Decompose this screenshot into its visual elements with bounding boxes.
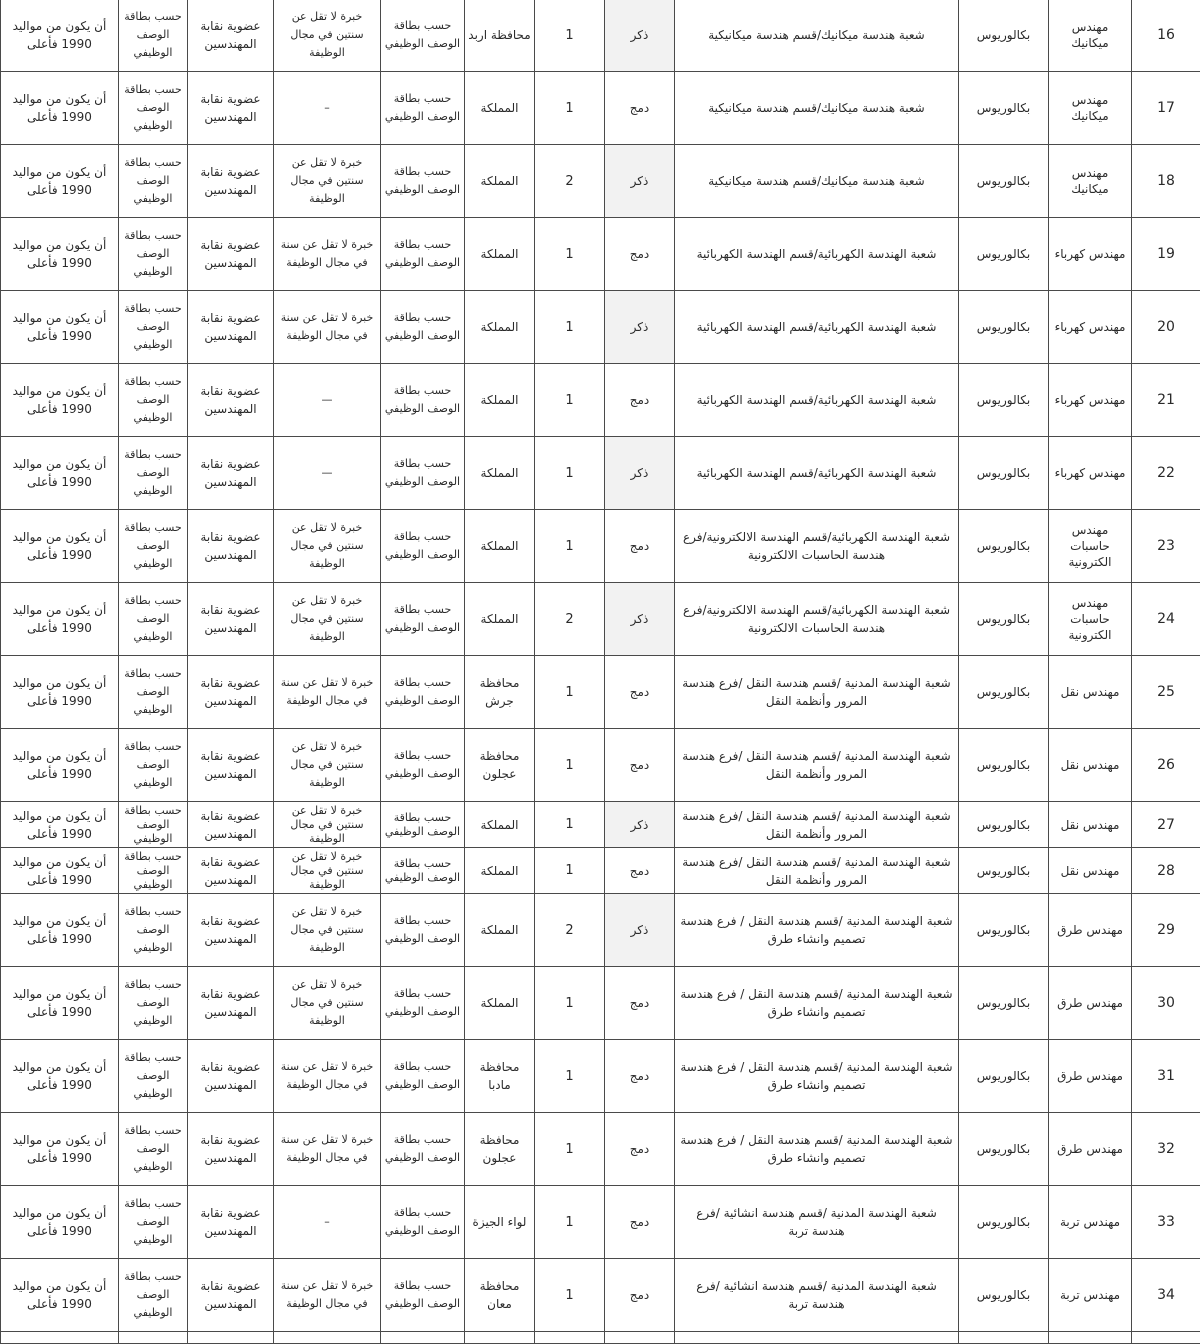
location-cell: محافظة عجلون — [465, 1113, 535, 1186]
count-cell: 1 — [535, 1040, 605, 1113]
count-cell: 1 — [535, 802, 605, 848]
membership-cell: عضوية نقابة المهندسين — [188, 802, 274, 848]
job-title-cell: مهندس كهرباء — [1049, 218, 1132, 291]
specialization-cell: شعبة الهندسة الكهربائية/قسم الهندسة الكهربائية — [675, 364, 959, 437]
qualification-cell: حسب بطاقة الوصف الوظيفي — [381, 583, 465, 656]
qualification-cell: حسب بطاقة الوصف الوظيفي — [381, 0, 465, 72]
sequence-number-cell: 32 — [1132, 1113, 1200, 1186]
experience-cell: — — [274, 437, 381, 510]
qualification-cell: حسب بطاقة الوصف الوظيفي — [381, 437, 465, 510]
sequence-number-cell: 27 — [1132, 802, 1200, 848]
table-row — [1, 510, 1200, 583]
experience-cell: خبرة لا تقل عن سنتين في مجال الوظيفة — [274, 0, 381, 72]
experience-cell: – — [274, 72, 381, 145]
specialization-cell: شعبة الهندسة المدنية /قسم هندسة النقل /فرع هندسة المرور وأنظمة النقل — [675, 656, 959, 729]
table-row — [1, 1259, 1200, 1332]
table-row — [1, 967, 1200, 1040]
qualification-cell: حسب بطاقة الوصف الوظيفي — [381, 848, 465, 894]
gender-cell: ذكر — [605, 145, 675, 218]
count-cell: 1 — [535, 72, 605, 145]
location-cell: محافظة جرش — [465, 656, 535, 729]
experience-cell: خبرة لا تقل عن سنتين في مجال الوظيفة — [274, 510, 381, 583]
age-cell: أن يكون من مواليد 1990 فأعلى — [1, 218, 119, 291]
age-cell: أن يكون من مواليد 1990 فأعلى — [1, 1040, 119, 1113]
skills-cell: حسب بطاقة الوصف الوظيفي — [119, 848, 188, 894]
qualification-cell: حسب بطاقة الوصف الوظيفي — [381, 656, 465, 729]
sequence-number-cell: 19 — [1132, 218, 1200, 291]
degree-cell: بكالوريوس — [959, 583, 1049, 656]
skills-cell: حسب بطاقة الوصف الوظيفي — [119, 291, 188, 364]
job-title-cell: مهندس حاسبات الكترونية — [1049, 583, 1132, 656]
age-cell: أن يكون من مواليد 1990 فأعلى — [1, 72, 119, 145]
table-body — [1, 0, 1200, 1344]
specialization-cell: شعبة هندسة ميكانيك/قسم هندسة ميكانيكية — [675, 72, 959, 145]
specialization-cell: شعبة الهندسة الكهربائية/قسم الهندسة الالكترونية/فرع هندسة الحاسبات الالكترونية — [675, 583, 959, 656]
membership-cell: عضوية نقابة المهندسين — [188, 218, 274, 291]
gender-cell: دمج — [605, 72, 675, 145]
count-cell: 2 — [535, 583, 605, 656]
job-title-cell: مهندس كهرباء — [1049, 437, 1132, 510]
qualification-cell: حسب بطاقة الوصف الوظيفي — [381, 802, 465, 848]
sequence-number-cell: 33 — [1132, 1186, 1200, 1259]
job-title-cell: مهندس طرق — [1049, 1040, 1132, 1113]
table-row — [1, 583, 1200, 656]
degree-cell: بكالوريوس — [959, 145, 1049, 218]
job-title-cell: مهندس طرق — [1049, 1113, 1132, 1186]
degree-cell: بكالوريوس — [959, 894, 1049, 967]
experience-cell: – — [274, 1186, 381, 1259]
experience-cell: خبرة لا تقل عن سنة في مجال الوظيفة — [274, 218, 381, 291]
skills-cell: حسب بطاقة الوصف الوظيفي — [119, 437, 188, 510]
job-title-cell: مهندس طرق — [1049, 894, 1132, 967]
table-row — [1, 656, 1200, 729]
table-row — [1, 1186, 1200, 1259]
specialization-cell: شعبة الهندسة المدنية /قسم هندسة انشائية /فرع هندسة تربة — [675, 1186, 959, 1259]
count-cell: 1 — [535, 510, 605, 583]
specialization-cell: شعبة الهندسة المدنية /قسم هندسة النقل /فرع هندسة المرور وأنظمة النقل — [675, 729, 959, 802]
membership-cell: عضوية نقابة المهندسين — [188, 1040, 274, 1113]
age-cell: أن يكون من مواليد 1990 فأعلى — [1, 967, 119, 1040]
job-title-cell: مهندس ميكانيك — [1049, 0, 1132, 72]
degree-cell: بكالوريوس — [959, 291, 1049, 364]
age-cell: أن يكون من مواليد 1990 فأعلى — [1, 656, 119, 729]
age-cell: أن يكون من مواليد 1990 فأعلى — [1, 291, 119, 364]
job-title-cell: مهندس كهرباء — [1049, 364, 1132, 437]
experience-cell: خبرة لا تقل عن سنتين في مجال الوظيفة — [274, 967, 381, 1040]
degree-cell: بكالوريوس — [959, 656, 1049, 729]
table-row — [1, 848, 1200, 894]
experience-cell: خبرة لا تقل عن سنة في مجال الوظيفة — [274, 656, 381, 729]
qualification-cell: حسب بطاقة الوصف الوظيفي — [381, 967, 465, 1040]
experience-cell: خبرة لا تقل عن سنة في مجال الوظيفة — [274, 1113, 381, 1186]
age-cell: أن يكون من مواليد 1990 فأعلى — [1, 364, 119, 437]
gender-cell: ذكر — [605, 437, 675, 510]
location-cell: المملكة — [465, 848, 535, 894]
table-row — [1, 729, 1200, 802]
job-title-cell: مهندس ميكانيك — [1049, 145, 1132, 218]
sequence-number-cell: 28 — [1132, 848, 1200, 894]
count-cell: 1 — [535, 364, 605, 437]
gender-cell: دمج — [605, 1186, 675, 1259]
membership-cell: عضوية نقابة المهندسين — [188, 967, 274, 1040]
gender-cell: دمج — [605, 1040, 675, 1113]
job-title-cell: مهندس تربة — [1049, 1186, 1132, 1259]
gender-cell: دمج — [605, 729, 675, 802]
membership-cell: عضوية نقابة المهندسين — [188, 1259, 274, 1332]
location-cell: المملكة — [465, 510, 535, 583]
table-row — [1, 72, 1200, 145]
membership-cell: عضوية نقابة المهندسين — [188, 145, 274, 218]
degree-cell: بكالوريوس — [959, 729, 1049, 802]
gender-cell: دمج — [605, 510, 675, 583]
specialization-cell: شعبة الهندسة الكهربائية/قسم الهندسة الالكترونية/فرع هندسة الحاسبات الالكترونية — [675, 510, 959, 583]
table-row — [1, 894, 1200, 967]
specialization-cell: شعبة الهندسة المدنية /قسم هندسة النقل /فرع هندسة المرور وأنظمة النقل — [675, 848, 959, 894]
qualification-cell: حسب بطاقة الوصف الوظيفي — [381, 894, 465, 967]
qualification-cell: حسب بطاقة الوصف الوظيفي — [381, 1259, 465, 1332]
gender-cell: دمج — [605, 364, 675, 437]
degree-cell: بكالوريوس — [959, 437, 1049, 510]
specialization-cell: شعبة الهندسة المدنية /قسم هندسة النقل / فرع هندسة تصميم وانشاء طرق — [675, 1040, 959, 1113]
location-cell: المملكة — [465, 894, 535, 967]
skills-cell: حسب بطاقة الوصف الوظيفي — [119, 510, 188, 583]
job-title-cell: مهندس نقل — [1049, 729, 1132, 802]
membership-cell: عضوية نقابة المهندسين — [188, 1186, 274, 1259]
job-title-cell: مهندس كهرباء — [1049, 291, 1132, 364]
skills-cell: حسب بطاقة الوصف الوظيفي — [119, 145, 188, 218]
location-cell: لواء الجيزة — [465, 1186, 535, 1259]
gender-cell: ذكر — [605, 802, 675, 848]
table-row — [1, 145, 1200, 218]
sequence-number-cell: 20 — [1132, 291, 1200, 364]
location-cell: محافظة معان — [465, 1259, 535, 1332]
sequence-number-cell: 25 — [1132, 656, 1200, 729]
table-row — [1, 802, 1200, 848]
specialization-cell: شعبة هندسة ميكانيك/قسم هندسة ميكانيكية — [675, 145, 959, 218]
skills-cell: حسب بطاقة الوصف الوظيفي — [119, 967, 188, 1040]
table-row — [1, 364, 1200, 437]
count-cell: 1 — [535, 967, 605, 1040]
degree-cell: بكالوريوس — [959, 1186, 1049, 1259]
location-cell: محافظة مادبا — [465, 1040, 535, 1113]
job-title-cell: مهندس حاسبات الكترونية — [1049, 510, 1132, 583]
age-cell: أن يكون من مواليد 1990 فأعلى — [1, 894, 119, 967]
gender-cell: دمج — [605, 656, 675, 729]
job-title-cell: مهندس تربة — [1049, 1259, 1132, 1332]
location-cell: محافظة عجلون — [465, 729, 535, 802]
experience-cell: خبرة لا تقل عن سنتين في مجال الوظيفة — [274, 583, 381, 656]
age-cell: أن يكون من مواليد 1990 فأعلى — [1, 0, 119, 72]
count-cell: 2 — [535, 894, 605, 967]
skills-cell: حسب بطاقة الوصف الوظيفي — [119, 72, 188, 145]
membership-cell: عضوية نقابة المهندسين — [188, 291, 274, 364]
specialization-cell: شعبة الهندسة الكهربائية/قسم الهندسة الكهربائية — [675, 437, 959, 510]
sequence-number-cell: 29 — [1132, 894, 1200, 967]
job-title-cell: مهندس نقل — [1049, 656, 1132, 729]
skills-cell: حسب بطاقة الوصف الوظيفي — [119, 364, 188, 437]
count-cell: 1 — [535, 437, 605, 510]
count-cell: 1 — [535, 848, 605, 894]
skills-cell: حسب بطاقة الوصف الوظيفي — [119, 1186, 188, 1259]
qualification-cell: حسب بطاقة الوصف الوظيفي — [381, 218, 465, 291]
degree-cell: بكالوريوس — [959, 967, 1049, 1040]
degree-cell: بكالوريوس — [959, 510, 1049, 583]
sequence-number-cell: 34 — [1132, 1259, 1200, 1332]
skills-cell: حسب بطاقة الوصف الوظيفي — [119, 583, 188, 656]
specialization-cell: شعبة الهندسة الكهربائية/قسم الهندسة الكهربائية — [675, 218, 959, 291]
qualification-cell: حسب بطاقة الوصف الوظيفي — [381, 510, 465, 583]
age-cell: أن يكون من مواليد 1990 فأعلى — [1, 848, 119, 894]
job-title-cell: مهندس ميكانيك — [1049, 72, 1132, 145]
experience-cell: خبرة لا تقل عن سنة في مجال الوظيفة — [274, 1040, 381, 1113]
table-row — [1, 0, 1200, 72]
count-cell: 1 — [535, 1186, 605, 1259]
sequence-number-cell: 23 — [1132, 510, 1200, 583]
gender-cell: دمج — [605, 1113, 675, 1186]
qualification-cell: حسب بطاقة الوصف الوظيفي — [381, 145, 465, 218]
sequence-number-cell: 22 — [1132, 437, 1200, 510]
table-row — [1, 218, 1200, 291]
location-cell: المملكة — [465, 364, 535, 437]
membership-cell: عضوية نقابة المهندسين — [188, 510, 274, 583]
experience-cell: — — [274, 364, 381, 437]
degree-cell: بكالوريوس — [959, 72, 1049, 145]
location-cell: المملكة — [465, 218, 535, 291]
job-title-cell: مهندس نقل — [1049, 848, 1132, 894]
age-cell: أن يكون من مواليد 1990 فأعلى — [1, 510, 119, 583]
age-cell: أن يكون من مواليد 1990 فأعلى — [1, 437, 119, 510]
degree-cell: بكالوريوس — [959, 0, 1049, 72]
qualification-cell: حسب بطاقة الوصف الوظيفي — [381, 72, 465, 145]
table-row — [1, 1040, 1200, 1113]
skills-cell: حسب بطاقة الوصف الوظيفي — [119, 656, 188, 729]
sequence-number-cell: 26 — [1132, 729, 1200, 802]
sequence-number-cell: 17 — [1132, 72, 1200, 145]
membership-cell: عضوية نقابة المهندسين — [188, 848, 274, 894]
membership-cell: عضوية نقابة المهندسين — [188, 0, 274, 72]
skills-cell: حسب بطاقة الوصف الوظيفي — [119, 1259, 188, 1332]
count-cell: 1 — [535, 0, 605, 72]
count-cell: 1 — [535, 729, 605, 802]
gender-cell: دمج — [605, 218, 675, 291]
membership-cell: عضوية نقابة المهندسين — [188, 583, 274, 656]
age-cell: أن يكون من مواليد 1990 فأعلى — [1, 729, 119, 802]
membership-cell: عضوية نقابة المهندسين — [188, 729, 274, 802]
skills-cell: حسب بطاقة الوصف الوظيفي — [119, 894, 188, 967]
qualification-cell: حسب بطاقة الوصف الوظيفي — [381, 1040, 465, 1113]
membership-cell: عضوية نقابة المهندسين — [188, 72, 274, 145]
degree-cell: بكالوريوس — [959, 218, 1049, 291]
count-cell: 1 — [535, 291, 605, 364]
location-cell: محافظة اربد — [465, 0, 535, 72]
count-cell: 1 — [535, 1259, 605, 1332]
table-row — [1, 291, 1200, 364]
location-cell: المملكة — [465, 583, 535, 656]
degree-cell: بكالوريوس — [959, 364, 1049, 437]
sequence-number-cell: 24 — [1132, 583, 1200, 656]
degree-cell: بكالوريوس — [959, 1040, 1049, 1113]
location-cell: المملكة — [465, 145, 535, 218]
age-cell: أن يكون من مواليد 1990 فأعلى — [1, 1259, 119, 1332]
specialization-cell: شعبة الهندسة المدنية /قسم هندسة النقل /فرع هندسة المرور وأنظمة النقل — [675, 802, 959, 848]
experience-cell: خبرة لا تقل عن سنتين في مجال الوظيفة — [274, 848, 381, 894]
specialization-cell: شعبة الهندسة المدنية /قسم هندسة النقل / فرع هندسة تصميم وانشاء طرق — [675, 1113, 959, 1186]
age-cell: أن يكون من مواليد 1990 فأعلى — [1, 1113, 119, 1186]
degree-cell: بكالوريوس — [959, 1259, 1049, 1332]
skills-cell: حسب بطاقة الوصف الوظيفي — [119, 1040, 188, 1113]
specialization-cell: شعبة هندسة ميكانيك/قسم هندسة ميكانيكية — [675, 0, 959, 72]
experience-cell: خبرة لا تقل عن سنتين في مجال الوظيفة — [274, 145, 381, 218]
qualification-cell: حسب بطاقة الوصف الوظيفي — [381, 1113, 465, 1186]
skills-cell: حسب بطاقة الوصف الوظيفي — [119, 729, 188, 802]
location-cell: المملكة — [465, 967, 535, 1040]
gender-cell: ذكر — [605, 583, 675, 656]
age-cell: أن يكون من مواليد 1990 فأعلى — [1, 145, 119, 218]
location-cell: المملكة — [465, 437, 535, 510]
gender-cell: دمج — [605, 1259, 675, 1332]
degree-cell: بكالوريوس — [959, 802, 1049, 848]
table-row — [1, 1113, 1200, 1186]
job-title-cell: مهندس طرق — [1049, 967, 1132, 1040]
experience-cell: خبرة لا تقل عن سنتين في مجال الوظيفة — [274, 802, 381, 848]
membership-cell: عضوية نقابة المهندسين — [188, 894, 274, 967]
location-cell: المملكة — [465, 291, 535, 364]
specialization-cell: شعبة الهندسة المدنية /قسم هندسة النقل / فرع هندسة تصميم وانشاء طرق — [675, 894, 959, 967]
count-cell: 1 — [535, 656, 605, 729]
skills-cell: حسب بطاقة الوصف الوظيفي — [119, 1113, 188, 1186]
degree-cell: بكالوريوس — [959, 1113, 1049, 1186]
qualification-cell: حسب بطاقة الوصف الوظيفي — [381, 364, 465, 437]
sequence-number-cell: 18 — [1132, 145, 1200, 218]
gender-cell: ذكر — [605, 291, 675, 364]
table-row — [1, 437, 1200, 510]
specialization-cell: شعبة الهندسة المدنية /قسم هندسة انشائية /فرع هندسة تربة — [675, 1259, 959, 1332]
experience-cell: خبرة لا تقل عن سنتين في مجال الوظيفة — [274, 894, 381, 967]
age-cell: أن يكون من مواليد 1990 فأعلى — [1, 583, 119, 656]
gender-cell: دمج — [605, 848, 675, 894]
qualification-cell: حسب بطاقة الوصف الوظيفي — [381, 1186, 465, 1259]
skills-cell: حسب بطاقة الوصف الوظيفي — [119, 0, 188, 72]
sequence-number-cell: 21 — [1132, 364, 1200, 437]
degree-cell: بكالوريوس — [959, 848, 1049, 894]
specialization-cell: شعبة الهندسة المدنية /قسم هندسة النقل / فرع هندسة تصميم وانشاء طرق — [675, 967, 959, 1040]
count-cell: 1 — [535, 1113, 605, 1186]
age-cell: أن يكون من مواليد 1990 فأعلى — [1, 1186, 119, 1259]
gender-cell: ذكر — [605, 0, 675, 72]
location-cell: المملكة — [465, 802, 535, 848]
gender-cell: ذكر — [605, 894, 675, 967]
job-title-cell: مهندس نقل — [1049, 802, 1132, 848]
specialization-cell: شعبة الهندسة الكهربائية/قسم الهندسة الكهربائية — [675, 291, 959, 364]
experience-cell: خبرة لا تقل عن سنتين في مجال الوظيفة — [274, 729, 381, 802]
location-cell: المملكة — [465, 72, 535, 145]
age-cell: أن يكون من مواليد 1990 فأعلى — [1, 802, 119, 848]
experience-cell: خبرة لا تقل عن سنة في مجال الوظيفة — [274, 1259, 381, 1332]
sequence-number-cell: 30 — [1132, 967, 1200, 1040]
experience-cell: خبرة لا تقل عن سنة في مجال الوظيفة — [274, 291, 381, 364]
qualification-cell: حسب بطاقة الوصف الوظيفي — [381, 291, 465, 364]
membership-cell: عضوية نقابة المهندسين — [188, 437, 274, 510]
skills-cell: حسب بطاقة الوصف الوظيفي — [119, 218, 188, 291]
gender-cell: دمج — [605, 967, 675, 1040]
count-cell: 1 — [535, 218, 605, 291]
sequence-number-cell: 16 — [1132, 0, 1200, 72]
membership-cell: عضوية نقابة المهندسين — [188, 1113, 274, 1186]
qualification-cell: حسب بطاقة الوصف الوظيفي — [381, 729, 465, 802]
membership-cell: عضوية نقابة المهندسين — [188, 364, 274, 437]
skills-cell: حسب بطاقة الوصف الوظيفي — [119, 802, 188, 848]
membership-cell: عضوية نقابة المهندسين — [188, 656, 274, 729]
sequence-number-cell: 31 — [1132, 1040, 1200, 1113]
count-cell: 2 — [535, 145, 605, 218]
